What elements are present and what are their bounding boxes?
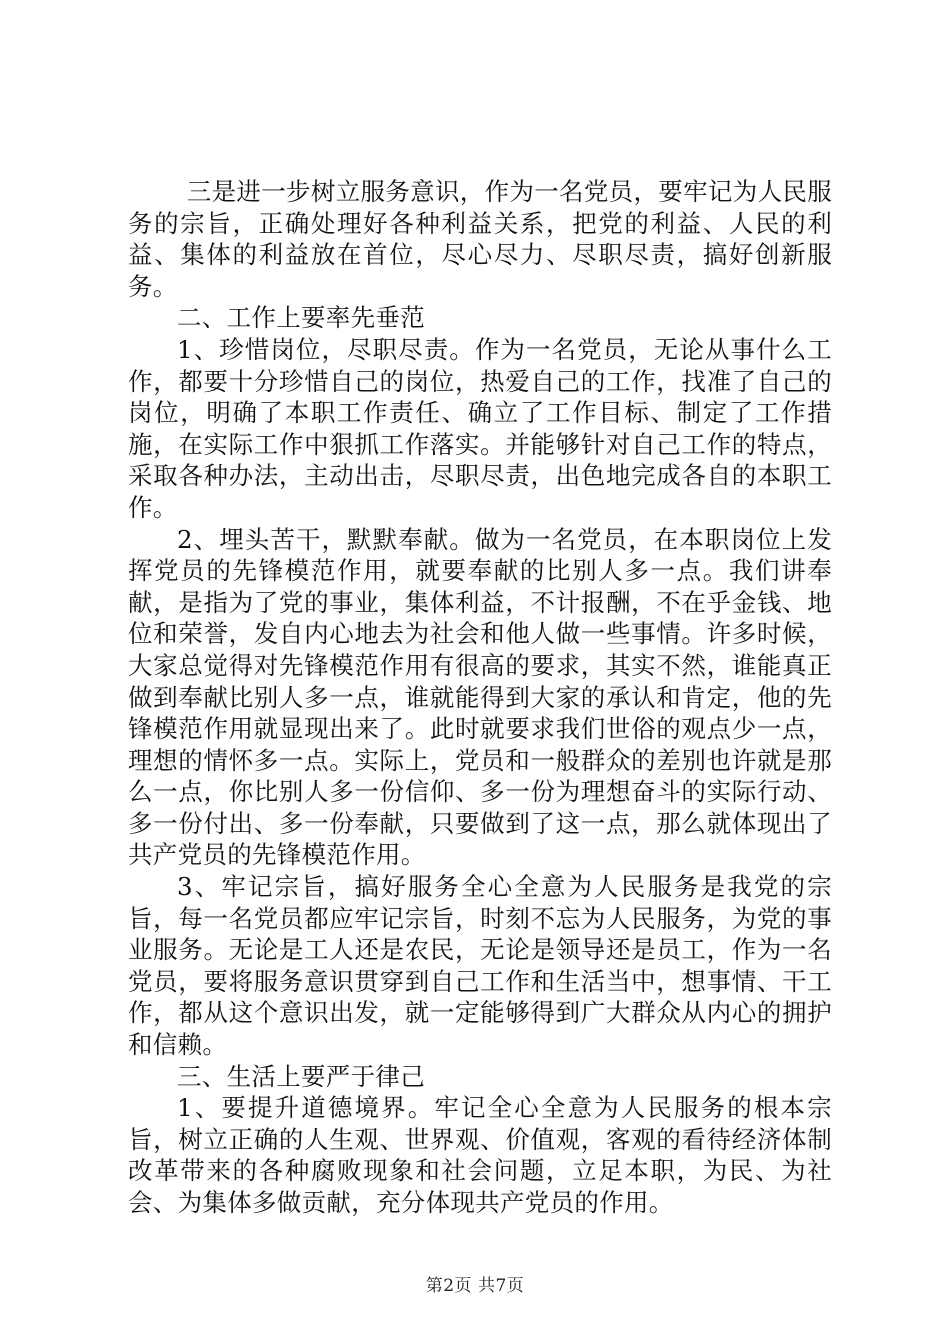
paragraph-service-awareness: 三是进一步树立服务意识，作为一名党员，要牢记为人民服务的宗旨，正确处理好各种利益关系，把党的利益、人民的利益、集体的利益放在首位，尽心尽力、尽职尽责，搞好创新服务。 bbox=[128, 177, 832, 301]
paragraph-moral-realm: 1、要提升道德境界。牢记全心全意为人民服务的根本宗旨，树立正确的人生观、世界观、价值观，客观的看待经济体制改革带来的各种腐败现象和社会问题，立足本职，为民、为社会、为集体多做贡献，充分体现共产党员的作用。 bbox=[128, 1093, 832, 1217]
paragraph-remember-purpose: 3、牢记宗旨，搞好服务全心全意为人民服务是我党的宗旨，每一名党员都应牢记宗旨，时刻不忘为人民服务，为党的事业服务。无论是工人还是农民，无论是领导还是员工，作为一名党员，要将服务意识贯穿到自己工作和生活当中，想事情、干工作，都从这个意识出发，就一定能够得到广大群众从内心的拥护和信赖。 bbox=[128, 872, 832, 1060]
section-heading-work: 二、工作上要率先垂范 bbox=[177, 303, 425, 333]
section-heading-life: 三、生活上要严于律己 bbox=[177, 1061, 425, 1091]
paragraph-dedication: 2、埋头苦干，默默奉献。做为一名党员，在本职岗位上发挥党员的先锋模范作用，就要奉献的比别人多一点。我们讲奉献，是指为了党的事业，集体利益，不计报酬，不在乎金钱、地位和荣誉，发自内心地去为社会和他人做一些事情。许多时候，大家总觉得对先锋模范作用有很高的要求，其实不然，谁能真正做到奉献比别人多一点，谁就能得到大家的承认和肯定，他的先锋模范作用就显现出来了。此时就要求我们世俗的观点少一点，理想的情怀多一点。实际上，党员和一般群众的差别也许就是那么一点，你比别人多一份信仰、多一份为理想奋斗的实际行动、多一份付出、多一份奉献，只要做到了这一点，那么就体现出了共产党员的先锋模范作用。 bbox=[128, 524, 832, 870]
paragraph-cherish-post: 1、珍惜岗位，尽职尽责。作为一名党员，无论从事什么工作，都要十分珍惜自己的岗位，热爱自己的工作，找准了自己的岗位，明确了本职工作责任、确立了工作目标、制定了工作措施，在实际工作中狠抓工作落实。并能够针对自己工作的特点，采取各种办法，主动出击，尽职尽责，出色地完成各自的本职工作。 bbox=[128, 334, 832, 522]
document-body bbox=[128, 176, 832, 1219]
page-footer: 第2页 共7页 bbox=[425, 1276, 525, 1296]
